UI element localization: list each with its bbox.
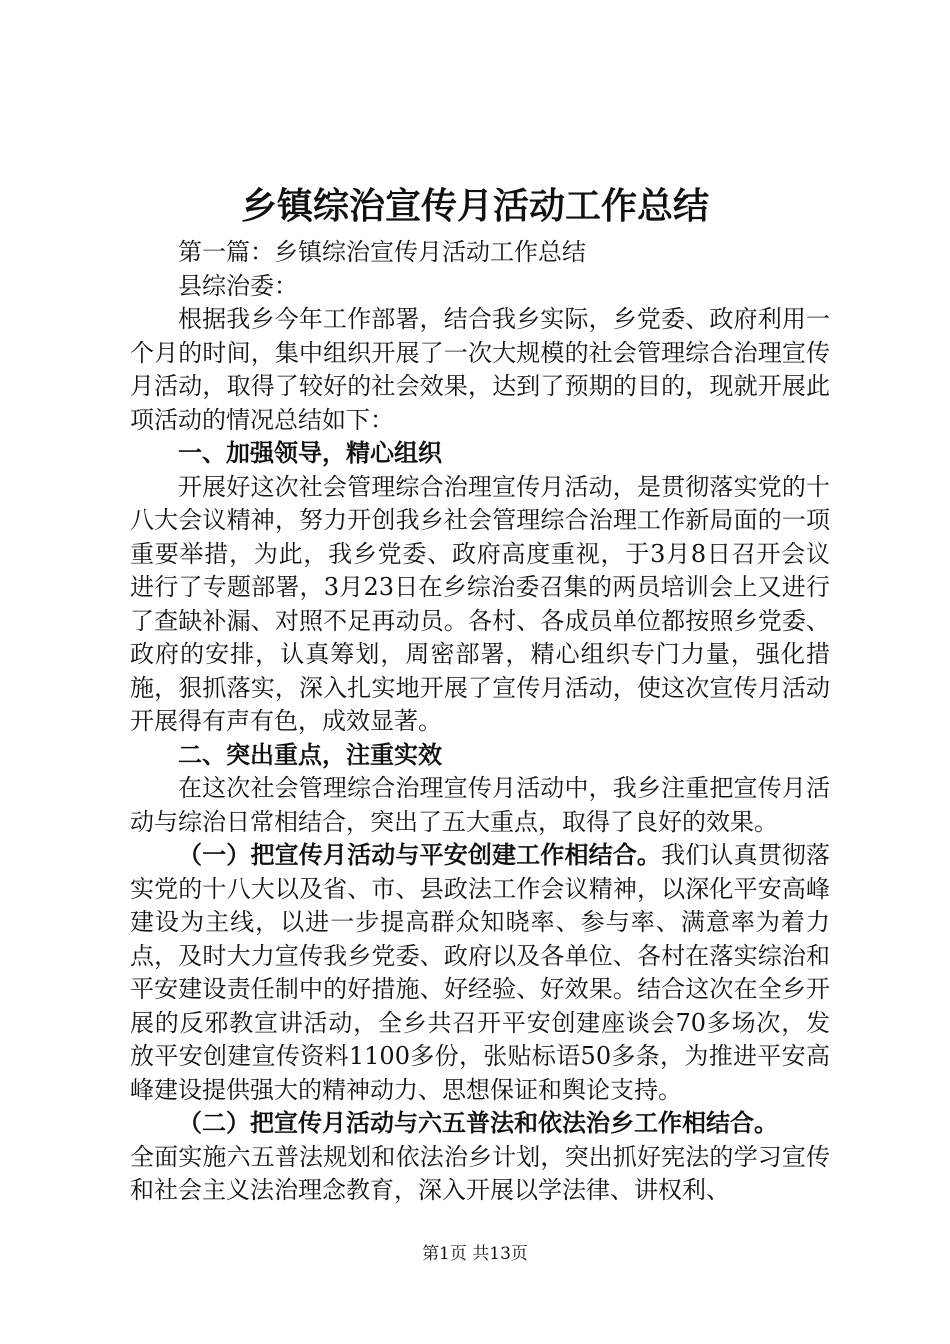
- page-number: 第1页 共13页: [422, 1244, 528, 1264]
- intro-paragraph: 根据我乡今年工作部署，结合我乡实际，乡党委、政府利用一个月的时间，集中组织开展了一次大规模的社会管理综合治理宣传月活动，取得了较好的社会效果，达到了预期的目的，现就开展此项活动的情况总结如下：: [130, 305, 830, 434]
- document-body: [130, 236, 830, 1208]
- section-heading-2: 二、突出重点，注重实效: [178, 740, 442, 769]
- point-2-lead: （二）把宣传月活动与六五普法和依法治乡工作相结合。: [178, 1109, 778, 1137]
- section-1-paragraph: 开展好这次社会管理综合治理宣传月活动，是贯彻落实党的十八大会议精神，努力开创我乡社会管理综合治理工作新局面的一项重要举措，为此，我乡党委、政府高度重视，于3月8日召开会议进行了专题部署，3月23日在乡综治委召集的两员培训会上又进行了查缺补漏、对照不足再动员。各村、各成员单位都按照乡党委、政府的安排，认真筹划，周密部署，精心组织专门力量，强化措施，狠抓落实，深入扎实地开展了宣传月活动，使这次宣传月活动开展得有声有色，成效显著。: [130, 472, 830, 735]
- point-2-body: 全面实施六五普法规划和依法治乡计划，突出抓好宪法的学习宣传和社会主义法治理念教育，深入开展以学法律、讲权利、: [130, 1142, 830, 1204]
- section-2-paragraph: 在这次社会管理综合治理宣传月活动中，我乡注重把宣传月活动与综治日常相结合，突出了五大重点，取得了良好的效果。: [130, 774, 830, 836]
- document-subtitle: 第一篇：乡镇综治宣传月活动工作总结: [178, 238, 586, 266]
- point-2-paragraph: [130, 1107, 830, 1141]
- document-title: 乡镇综治宣传月活动工作总结: [240, 186, 709, 227]
- point-1-lead: （一）把宣传月活动与平安创建工作相结合。: [178, 841, 662, 869]
- section-heading-1: 一、加强领导，精心组织: [178, 439, 442, 467]
- point-1-body: 我们认真贯彻落实党的十八大以及省、市、县政法工作会议精神，以深化平安高峰建设为主线，以进一步提高群众知晓率、参与率、满意率为着力点，及时大力宣传我乡党委、政府以及各单位、各村在落实综治和平安建设责任制中的好措施、好经验、好效果。结合这次在全乡开展的反邪教宣讲活动，全乡共召开平安创建座谈会70多场次，发放平安创建宣传资料1100多份，张贴标语50多条，为推进平安高峰建设提供强大的精神动力、思想保证和舆论支持。: [130, 841, 831, 1104]
- salutation: 县综治委：: [178, 271, 298, 300]
- point-1-paragraph: [130, 839, 830, 1107]
